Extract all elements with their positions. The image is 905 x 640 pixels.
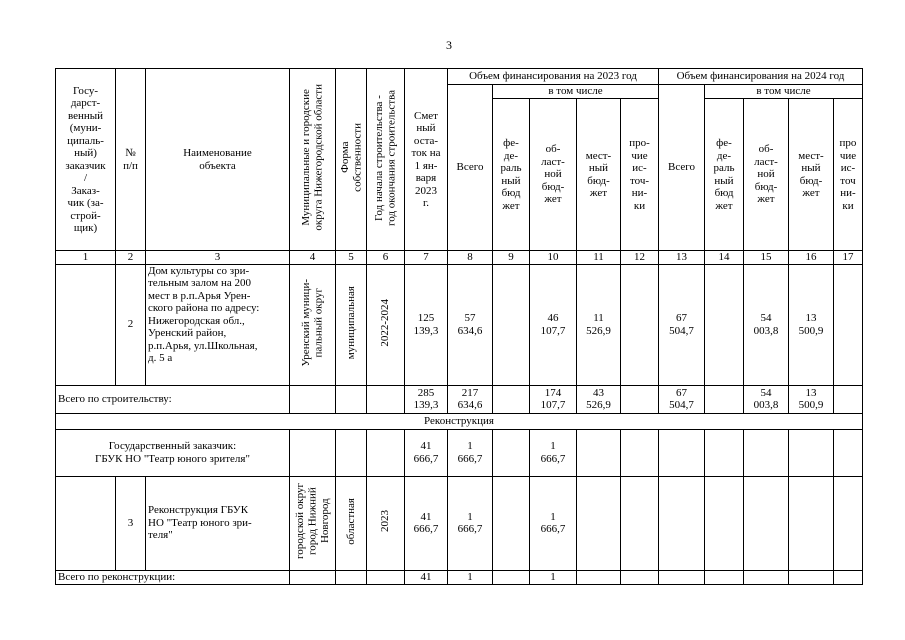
- header-incl-2024: в том числе: [705, 85, 863, 99]
- estimate-value: 41 666,7: [405, 429, 448, 476]
- local-2024-value: 13 500,9: [789, 264, 834, 385]
- ownership-text: областная: [344, 497, 357, 545]
- empty-cell: [744, 476, 789, 570]
- table-row-total-reconstruction: [56, 570, 863, 584]
- empty-cell: [744, 570, 789, 584]
- other-2024-value: [834, 264, 863, 385]
- estimate-value: 41: [405, 570, 448, 584]
- regional-2023-value: 46 107,7: [530, 264, 577, 385]
- empty-cell: [290, 570, 336, 584]
- municipality-cell: [290, 264, 336, 385]
- col-number: 1: [56, 251, 116, 265]
- header-num: № п/п: [116, 69, 146, 251]
- header-row-1: [56, 69, 863, 85]
- local-2024-value: 13 500,9: [789, 385, 834, 413]
- total-2023-value: 1: [448, 570, 493, 584]
- header-municipality: [290, 69, 336, 251]
- empty-cell: [493, 385, 530, 413]
- empty-cell: [367, 385, 405, 413]
- empty-cell: [493, 429, 530, 476]
- total-2023-value: 217 634,6: [448, 385, 493, 413]
- empty-cell: [659, 429, 705, 476]
- header-years-text: Год начала строительства - год окончания строительства: [373, 89, 398, 226]
- estimate-value: 125 139,3: [405, 264, 448, 385]
- header-total-2024: Всего: [659, 85, 705, 251]
- empty-cell: [336, 429, 367, 476]
- col-number: 4: [290, 251, 336, 265]
- table-row-total-construction: [56, 385, 863, 413]
- years-cell: [367, 476, 405, 570]
- empty-cell: [621, 429, 659, 476]
- col-number: 2: [116, 251, 146, 265]
- header-other-2023: про- чие ис- точ- ни- ки: [621, 99, 659, 251]
- empty-cell: [834, 476, 863, 570]
- header-total-2023: Всего: [448, 85, 493, 251]
- section-reconstruction-title: Реконструкция: [56, 413, 863, 429]
- regional-2023-value: 174 107,7: [530, 385, 577, 413]
- col-number: 16: [789, 251, 834, 265]
- col-number: 11: [577, 251, 621, 265]
- total-reconstruction-label: Всего по реконструкции:: [56, 570, 290, 584]
- empty-cell: [789, 429, 834, 476]
- empty-cell: [493, 476, 530, 570]
- table-row-theatre: [56, 476, 863, 570]
- empty-cell: [493, 570, 530, 584]
- municipality-text: городской округ город Нижний Новгород: [293, 483, 331, 560]
- empty-cell: [659, 570, 705, 584]
- row-number: 3: [116, 476, 146, 570]
- col-number: 6: [367, 251, 405, 265]
- regional-2023-value: 1 666,7: [530, 429, 577, 476]
- table-row-culture-house: [56, 264, 863, 385]
- state-customer-label: Государственный заказчик: ГБУК НО "Театр юного зрителя": [56, 429, 290, 476]
- header-municipality-text: Муниципальные и городские округа Нижегородской области: [300, 84, 325, 232]
- empty-cell: [577, 570, 621, 584]
- total-construction-label: Всего по строительству:: [56, 385, 290, 413]
- empty-cell: [789, 476, 834, 570]
- object-name: Дом культуры со зри- тельным залом на 200 мест в р.п.Арья Урен- ского района по адресу: Нижегородская обл., Уренский район, р.п.Арья, ул.Школьная, д. 5 а: [146, 264, 290, 385]
- row-number: 2: [116, 264, 146, 385]
- customer-cell: [56, 264, 116, 385]
- empty-cell: [834, 429, 863, 476]
- col-number: 13: [659, 251, 705, 265]
- empty-cell: [290, 429, 336, 476]
- empty-cell: [705, 476, 744, 570]
- estimate-value: 285 139,3: [405, 385, 448, 413]
- total-2023-value: 57 634,6: [448, 264, 493, 385]
- page-number: 3: [446, 38, 452, 52]
- empty-cell: [705, 429, 744, 476]
- empty-cell: [336, 570, 367, 584]
- col-number: 12: [621, 251, 659, 265]
- regional-2023-value: 1: [530, 570, 577, 584]
- col-number: 3: [146, 251, 290, 265]
- empty-cell: [705, 385, 744, 413]
- header-ownership: [336, 69, 367, 251]
- ownership-cell: [336, 476, 367, 570]
- column-numbers-row: [56, 251, 863, 265]
- municipality-cell: [290, 476, 336, 570]
- empty-cell: [621, 385, 659, 413]
- header-federal-2024: фе- де- раль ный бюд жет: [705, 99, 744, 251]
- col-number: 7: [405, 251, 448, 265]
- empty-cell: [577, 429, 621, 476]
- years-text: 2023: [379, 510, 392, 533]
- header-estimate: Смет ный оста- ток на 1 ян- варя 2023 г.: [405, 69, 448, 251]
- regional-2024-value: 54 003,8: [744, 264, 789, 385]
- col-number: 5: [336, 251, 367, 265]
- local-2023-value: 11 526,9: [577, 264, 621, 385]
- header-fin-2024: Объем финансирования на 2024 год: [659, 69, 863, 85]
- empty-cell: [834, 385, 863, 413]
- customer-cell: [56, 476, 116, 570]
- header-other-2024: про чие ис- точ ни- ки: [834, 99, 863, 251]
- header-customer: Госу- дарст- венный (муни- ципаль- ный) заказчик / Заказ- чик (за- строй- щик): [56, 69, 116, 251]
- col-number: 10: [530, 251, 577, 265]
- section-header-row: [56, 413, 863, 429]
- empty-cell: [367, 429, 405, 476]
- empty-cell: [621, 570, 659, 584]
- financing-table: [55, 68, 863, 585]
- header-local-2023: мест- ный бюд- жет: [577, 99, 621, 251]
- header-regional-2024: об- ласт- ной бюд- жет: [744, 99, 789, 251]
- header-federal-2023: фе- де- раль ный бюд жет: [493, 99, 530, 251]
- header-local-2024: мест- ный бюд- жет: [789, 99, 834, 251]
- federal-2023-value: [493, 264, 530, 385]
- empty-cell: [290, 385, 336, 413]
- years-text: 2022-2024: [379, 298, 392, 347]
- years-cell: [367, 264, 405, 385]
- ownership-text: муниципальная: [344, 286, 357, 360]
- col-number: 8: [448, 251, 493, 265]
- empty-cell: [834, 570, 863, 584]
- col-number: 17: [834, 251, 863, 265]
- estimate-value: 41 666,7: [405, 476, 448, 570]
- empty-cell: [367, 570, 405, 584]
- header-fin-2023: Объем финансирования на 2023 год: [448, 69, 659, 85]
- col-number: 9: [493, 251, 530, 265]
- regional-2023-value: 1 666,7: [530, 476, 577, 570]
- header-years: [367, 69, 405, 251]
- empty-cell: [705, 570, 744, 584]
- header-regional-2023: об- ласт- ной бюд- жет: [530, 99, 577, 251]
- object-name: Реконструкция ГБУК НО "Театр юного зри- теля": [146, 476, 290, 570]
- federal-2024-value: [705, 264, 744, 385]
- empty-cell: [621, 476, 659, 570]
- empty-cell: [577, 476, 621, 570]
- regional-2024-value: 54 003,8: [744, 385, 789, 413]
- total-2023-value: 1 666,7: [448, 476, 493, 570]
- empty-cell: [744, 429, 789, 476]
- empty-cell: [336, 385, 367, 413]
- ownership-cell: [336, 264, 367, 385]
- municipality-text: Уренский муници- пальный округ: [300, 278, 325, 367]
- other-2023-value: [621, 264, 659, 385]
- col-number: 14: [705, 251, 744, 265]
- table-row-state-customer: [56, 429, 863, 476]
- header-name: Наименование объекта: [146, 69, 290, 251]
- total-2024-value: 67 504,7: [659, 385, 705, 413]
- empty-cell: [659, 476, 705, 570]
- header-ownership-text: Форма собственности: [338, 123, 363, 193]
- total-2024-value: 67 504,7: [659, 264, 705, 385]
- empty-cell: [789, 570, 834, 584]
- local-2023-value: 43 526,9: [577, 385, 621, 413]
- col-number: 15: [744, 251, 789, 265]
- header-incl-2023: в том числе: [493, 85, 659, 99]
- total-2023-value: 1 666,7: [448, 429, 493, 476]
